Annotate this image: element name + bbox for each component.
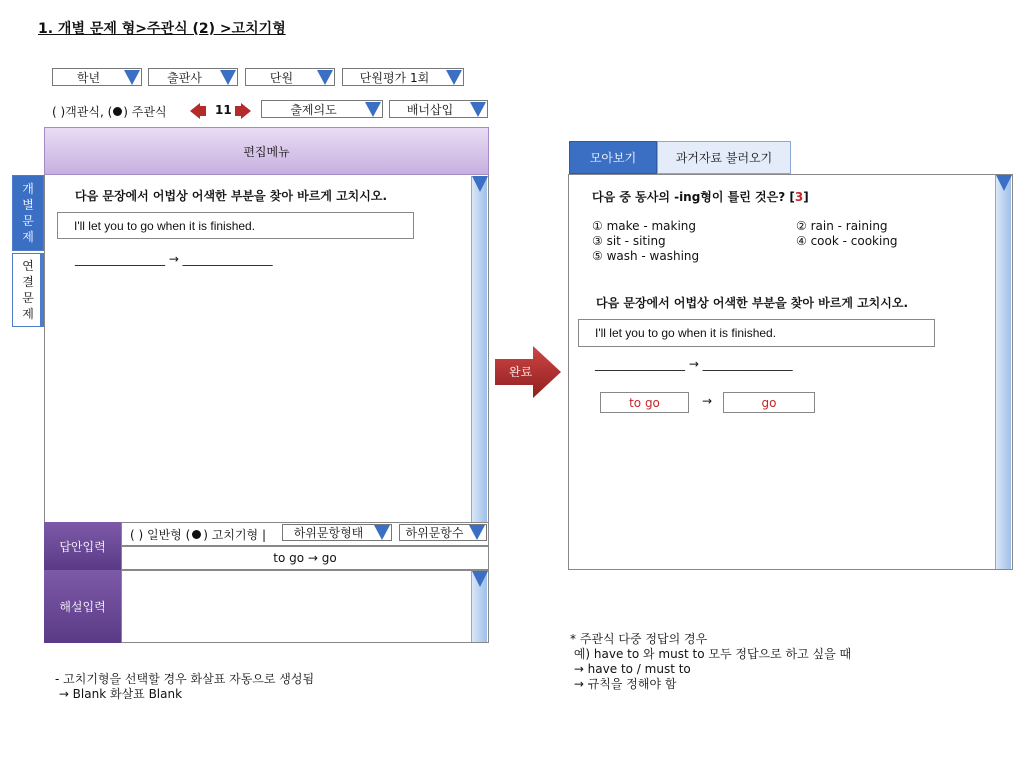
preview-option-3: ③ sit - siting	[592, 234, 666, 248]
unit-dropdown-label: 단원	[269, 70, 294, 85]
chevron-down-icon	[446, 70, 462, 85]
explanation-label: 해설입력	[59, 600, 106, 614]
right-note: * 주관식 다중 정답의 경우 예) have to 와 must to 모두 정답으로 하고 싶을 때 → have to / must to → 규칙을 정해야 함	[570, 632, 852, 691]
answer-value-text: to go → go	[273, 551, 337, 565]
page-title: 1. 개별 문제 형>주관식 (2) >고치기형	[38, 21, 286, 37]
type-label-end: ) 주관식	[123, 105, 167, 119]
chevron-down-icon	[317, 70, 333, 85]
editor-blank-line: _______________ → _______________	[75, 252, 273, 266]
edit-menu-label: 편집메뉴	[243, 144, 290, 159]
unit-dropdown[interactable]	[245, 68, 335, 86]
tab-individual-question[interactable]	[12, 175, 44, 251]
editor-scrollbar[interactable]	[471, 176, 487, 522]
chevron-down-icon	[220, 70, 236, 85]
answer-input-label-box	[44, 522, 121, 570]
editor-question-text: 다음 문장에서 어법상 어색한 부분을 찾아 바르게 고치시오.	[75, 189, 388, 203]
question-type-selector[interactable]	[52, 103, 167, 120]
banner-dropdown[interactable]	[389, 100, 488, 118]
publisher-dropdown-label: 출판사	[167, 70, 202, 85]
explanation-scrollbar[interactable]	[471, 571, 487, 642]
radio-filled-icon[interactable]	[113, 107, 122, 116]
subtype-dropdown-label: 하위문항형태	[293, 526, 364, 540]
preview-option-1: ① make - making	[592, 219, 697, 233]
editor-sentence-text: I'll let you to go when it is finished.	[74, 218, 256, 233]
tab-linked-char: 문	[22, 291, 34, 305]
explanation-field[interactable]	[121, 570, 489, 643]
tab-linked-char: 연	[22, 259, 34, 273]
tab-collect-view[interactable]	[569, 141, 657, 174]
edit-menu-bar[interactable]	[44, 127, 489, 175]
preview-scrollbar[interactable]	[995, 175, 1011, 569]
banner-dropdown-label: 배너삽입	[406, 102, 454, 117]
assessment-dropdown-label: 단원평가 1회	[359, 70, 430, 85]
tab-individual-char: 개	[22, 182, 34, 196]
scroll-down-icon[interactable]	[472, 176, 488, 192]
preview-answer-to: go	[723, 392, 815, 413]
grade-dropdown[interactable]	[52, 68, 142, 86]
question-count: 11	[215, 103, 232, 117]
answer-general-option[interactable]: ( ) 일반형 (	[130, 528, 191, 542]
decrease-arrow-stem[interactable]	[200, 106, 206, 116]
tab-linked-question[interactable]	[12, 253, 44, 327]
tab-individual-char: 문	[22, 214, 34, 228]
preview-q1-answer: 3	[794, 190, 804, 204]
chevron-down-icon	[365, 102, 381, 117]
answer-type-radio-group[interactable]	[130, 526, 266, 543]
tab-individual-char: 제	[22, 230, 34, 244]
publisher-dropdown[interactable]	[148, 68, 238, 86]
tab-load-past-data-label: 과거자료 불러오기	[675, 151, 773, 165]
scroll-down-icon[interactable]	[472, 571, 488, 587]
subcount-dropdown[interactable]	[399, 524, 487, 541]
preview-q1-close: ]	[803, 190, 809, 204]
preview-q1-text: 다음 중 동사의 -ing형이 틀린 것은? [	[592, 190, 795, 204]
tab-individual-char: 별	[22, 198, 34, 212]
radio-filled-icon[interactable]	[192, 530, 201, 539]
preview-sentence-box	[578, 319, 935, 347]
preview-blank-line: _______________ → _______________	[595, 357, 793, 371]
preview-option-4: ④ cook - cooking	[796, 234, 898, 248]
intent-dropdown-label: 출제의도	[290, 102, 337, 117]
editor-sentence-box[interactable]	[57, 212, 414, 239]
type-label: ( )객관식, (	[52, 105, 113, 119]
answer-fix-option[interactable]: ) 고치기형 |	[203, 528, 266, 542]
preview-option-2: ② rain - raining	[796, 219, 888, 233]
scroll-down-icon[interactable]	[996, 175, 1012, 191]
complete-label: 완료	[509, 365, 533, 379]
preview-answer-from: to go	[600, 392, 689, 413]
preview-q1	[592, 188, 809, 205]
subcount-dropdown-label: 하위문항수	[405, 526, 464, 540]
tab-linked-char: 결	[22, 275, 34, 289]
preview-q2-text: 다음 문장에서 어법상 어색한 부분을 찾아 바르게 고치시오.	[596, 296, 909, 310]
preview-answer-arrow: →	[702, 394, 713, 408]
left-note: - 고치기형을 선택할 경우 화살표 자동으로 생성됨 → Blank 화살표 Blank	[55, 672, 315, 701]
subtype-dropdown[interactable]	[282, 524, 392, 541]
decrease-arrow-icon[interactable]	[190, 103, 200, 119]
preview-sentence-text: I'll let you to go when it is finished.	[595, 326, 777, 340]
grade-dropdown-label: 학년	[76, 70, 101, 85]
tab-linked-char: 제	[22, 307, 34, 321]
answer-input-label: 답안입력	[59, 539, 106, 554]
complete-button[interactable]	[495, 346, 561, 398]
preview-option-5: ⑤ wash - washing	[592, 249, 700, 263]
chevron-down-icon	[374, 525, 390, 540]
explanation-label-box	[44, 570, 121, 643]
tab-collect-view-label: 모아보기	[589, 151, 637, 165]
intent-dropdown[interactable]	[261, 100, 383, 118]
assessment-dropdown[interactable]	[342, 68, 464, 86]
answer-value-field[interactable]	[121, 546, 489, 570]
chevron-down-icon	[469, 525, 485, 540]
chevron-down-icon	[124, 70, 140, 85]
tab-load-past-data[interactable]	[657, 141, 791, 174]
chevron-down-icon	[470, 102, 486, 117]
increase-arrow-icon[interactable]	[241, 103, 251, 119]
